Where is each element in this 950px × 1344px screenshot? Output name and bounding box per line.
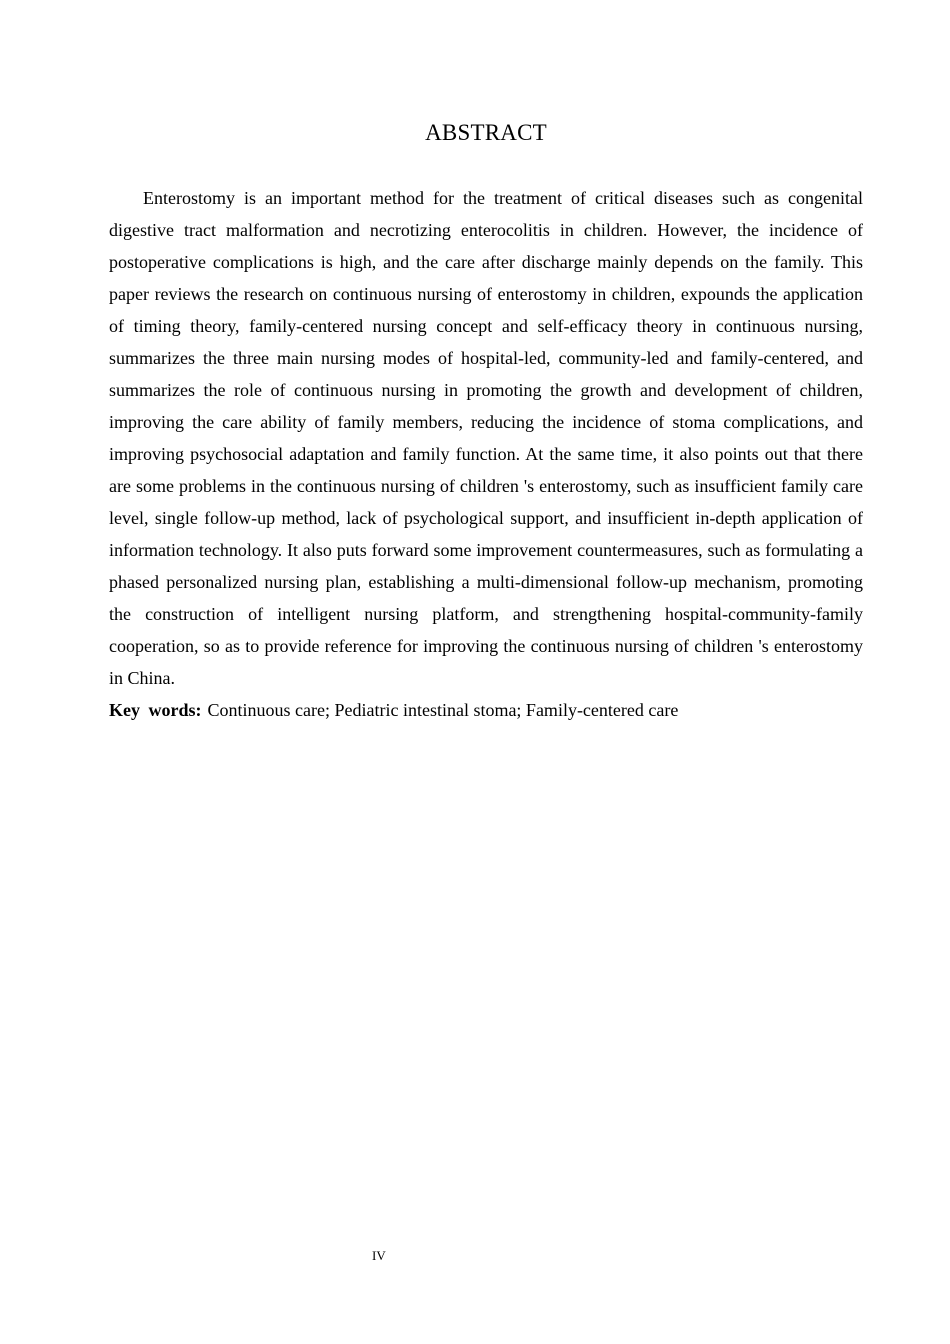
keywords-label: Key words: (109, 700, 202, 720)
abstract-body-text: Enterostomy is an important method for the treatment of critical diseases such as congenital digestive tract malformation and necrotizing enterocolitis in children. However, the incidence of postoperative complications is high, and the care after discharge mainly depends on the family. This paper reviews the research on continuous nursing of enterostomy in children, expounds the application of timing theory, family-centered nursing concept and self-efficacy theory in continuous nursing, summarizes the three main nursing modes of hospital-led, community-led and family-centered, and summarizes the role of continuous nursing in promoting the growth and development of children, improving the care ability of family members, reducing the incidence of stoma complications, and improving psychosocial adaptation and family function. At the same time, it also points out that there are some problems in the continuous nursing of children 's enterostomy, such as insufficient family care level, single follow-up method, lack of psychological support, and insufficient in-depth application of information technology. It also puts forward some improvement countermeasures, such as formulating a phased personalized nursing plan, establishing a multi-dimensional follow-up mechanism, promoting the construction of intelligent nursing platform, and strengthening hospital-community-family cooperation, so as to provide reference for improving the continuous nursing of children 's enterostomy in China. (109, 188, 863, 688)
keywords-text: Continuous care; Pediatric intestinal stoma; Family-centered care (207, 700, 679, 720)
page-number: IV (372, 1248, 386, 1263)
keywords-line (109, 694, 863, 726)
abstract-title: ABSTRACT (425, 120, 547, 145)
